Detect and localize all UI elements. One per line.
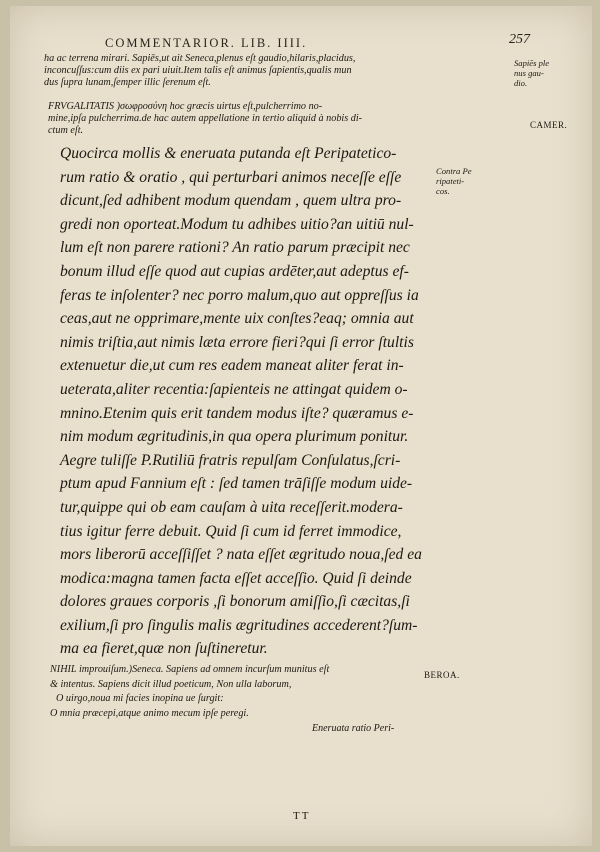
text-line: ptum apud Fannium eſt : ſed tamen trāſiſſe modum uide- [60,475,413,493]
text-line: tius igitur ferre debuit. Quid ſi cum id ferret immodice, [60,522,402,540]
text-line: ceas,aut ne opprimare,mente uix conſtes?eaq; omnia aut [60,310,414,328]
main-text [60,142,422,661]
text-line: modica:magna tamen facta eſſet acceſſio. Quid ſi deinde [60,569,412,587]
margin-note-camer: CAMER. [530,120,568,130]
margin-note-eneruata: Eneruata ratio Peri- [312,723,395,734]
text-line: dicunt,ſed adhibent modum quendam , quem ultra pro- [60,192,402,210]
text-line: Aegre tuliſſe P.Rutiliū fratris repulſam Conſulatus,ſcri- [60,451,401,469]
text-line: bonum illud eſſe quod aut cupias ardēter,aut adeptus ef- [60,262,409,280]
margin-note-sapiens: Sapiēs ple nus gau- dio. [514,58,550,88]
text-line: nimis triſtia,aut nimis læta errore fieri?qui ſi error ſtultis [60,333,414,351]
note-line: FRVGALITATIS )σωφροσύνη hoc græcis uirtus eſt,pulcherrimo no- [48,101,323,112]
text-line: Quocirca mollis & eneruata putanda eſt Peripatetico- [60,145,397,162]
note-line: ha ac terrena mirari. Sapiēs,ut ait Seneca,plenus eſt gaudio,hilaris,placidus, [44,53,356,64]
signature-mark: TT [293,810,311,822]
top-commentary-note [44,53,355,90]
text-line: feras te inſolenter? nec porro malum,quo aut oppreſſus ia [60,286,419,304]
text-line: nim modum ægritudinis,in qua opera plurimum ponitur. [60,428,409,446]
text-line: tur,quippe qui ob eam cauſam à uita receſſerit.modera- [60,498,403,516]
text-line: gredi non oporteat.Modum tu adhibes uitio?an uitiū nul- [60,215,414,233]
text-line: lum eſt non parere rationi? An ratio parum præcipit nec [60,239,410,257]
note-line: inconcuſſus:cum diis ex pari uiuit.Item talis eſt animus ſapientis,qualis mun [44,65,352,77]
note-line: & intentus. Sapiens dicit illud poeticum, Non ulla laborum, [50,678,292,690]
text-line: ueterata,aliter recentia:ſapienteis ne attingat quidem o- [60,380,408,398]
text-line: rum ratio & oratio , qui perturbari animos neceſſe eſſe [60,168,402,186]
note-line: ctum eſt. [48,125,84,137]
note-line: O mnia præcepi,atque animo mecum ipſe peregi. [50,707,249,719]
text-line: extenuetur die,ut cum res eadem maneat aliter ferat in- [60,357,404,375]
text-line: exilium,ſi pro ſingulis malis ægritudines accederent?ſum- [60,616,418,634]
note-line: dus ſupra lunam,ſemper illic ſerenum eſt. [44,77,211,89]
running-title: COMMENTARIOR. LIB. IIII. [105,36,308,50]
text-line: mnino.Etenim quis erit tandem modus iſte? quæramus e- [60,404,414,422]
page-number: 257 [509,32,530,47]
margin-note-beroa: BEROA. [424,670,460,680]
note-line: NIHIL improuiſum.)Seneca. Sapiens ad omnem incurſum munitus eſt [50,664,330,675]
running-header [105,32,530,51]
frugalitatis-note [48,101,362,138]
margin-note-contra: Contra Pe ripateti- cos. [436,166,472,196]
text-line: ma ea fieret,quæ non ſuſtineretur. [60,640,268,658]
text-line: dolores graues corporis ,ſi bonorum amiſſio,ſi cæcitas,ſi [60,593,410,611]
book-page [10,6,592,846]
text-line: mors liberorū acceſſiſſet ? nata eſſet ægritudo noua,ſed ea [60,546,422,564]
bottom-commentary-note [50,663,329,721]
note-line: O uirgo,noua mi facies inopina ue ſurgit: [56,693,224,704]
note-line: mine,ipſa pulcherrima.de hac autem appellatione in tertio aliquid à nobis di- [48,113,363,125]
